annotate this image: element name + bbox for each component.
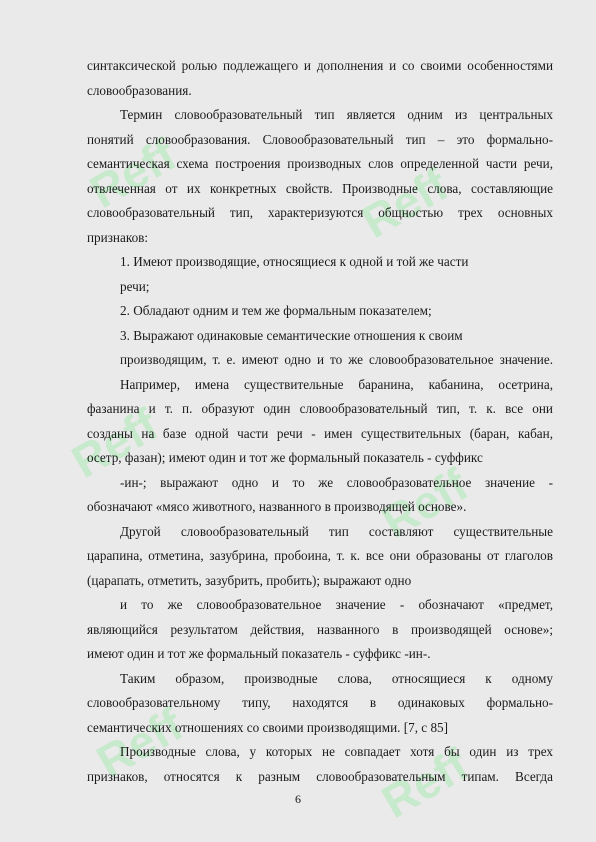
text-line: фазанина и т. п. образуют один словообразовательный тип, т. к. все они (87, 401, 553, 416)
text-line: признаков, относятся к разным словообразовательным типам. Всегда (87, 768, 553, 784)
text-line: царапина, отметина, зазубрина, пробоина, т. к. все они образованы от глаголов (87, 548, 553, 563)
text-line: Например, имена существительные баранина, кабанина, осетрина, (120, 376, 553, 392)
text-line: (царапать, отметить, зазубрить, пробить); выражают одно (87, 572, 412, 588)
text-line: отвлеченная от их конкретных свойств. Производные слова, составляющие (87, 180, 553, 196)
text-line: семантическая схема построения производных слов определенной части речи, (87, 156, 553, 171)
text-line: семантических отношениях со своими производящими. [7, с 85] (87, 719, 449, 735)
text-line: словообразования. (87, 82, 192, 98)
text-line: Производные слова, у которых не совпадает хотя бы один из трех (120, 744, 553, 759)
page-number: 6 (295, 792, 301, 806)
text-line: признаков: (87, 229, 149, 245)
watermark-logo: Reff (352, 158, 457, 248)
watermark-logo: Reff (80, 128, 185, 218)
text-line: осетр, фазан); имеют один и тот же формальный показатель - суффикс (87, 450, 483, 465)
text-line: синтаксической ролью подлежащего и дополнения и со своими особенностями (87, 58, 553, 73)
text-line: понятий словообразования. Словообразовательный тип – это формально- (87, 131, 553, 147)
text-line: словообразовательному типу, находятся в одинаковых формально- (87, 695, 553, 710)
page-body-text (87, 54, 553, 789)
text-line: обозначают «мясо животного, названного в производящей основе». (87, 499, 467, 514)
text-line: -ин-; выражают одно и то же словообразовательное значение - (120, 474, 553, 490)
text-line: являющийся результатом действия, названного в производящей основе»; (87, 621, 553, 637)
watermark-logo: Reff (372, 738, 477, 828)
text-line: созданы на базе одной части речи - имен существительных (баран, кабан, (87, 425, 553, 441)
text-line: и то же словообразовательное значение - обозначают «предмет, (120, 597, 553, 612)
text-line: имеют один и тот же формальный показатель - суффикс -ин-. (87, 646, 431, 661)
watermark-logo: Reff (87, 698, 192, 788)
text-line: Таким образом, производные слова, относящиеся к одному (120, 670, 553, 686)
text-line: речи; (120, 278, 150, 294)
text-line: словообразовательный тип, характеризуются общностью трех основных (87, 205, 553, 220)
text-line: 3. Выражают одинаковые семантические отношения к своим (120, 327, 463, 343)
text-line: 1. Имеют производящие, относящиеся к одной и той же части (120, 254, 469, 269)
text-line: Другой словообразовательный тип составляют существительные (120, 523, 553, 539)
text-line: 2. Обладают одним и тем же формальным показателем; (120, 303, 432, 318)
watermark-logo: Reff (372, 458, 477, 548)
text-line: производящим, т. е. имеют одно и то же словообразовательное значение. (120, 352, 553, 367)
text-line: Термин словообразовательный тип является одним из центральных (120, 107, 553, 122)
watermark-logo: Reff (62, 398, 167, 488)
